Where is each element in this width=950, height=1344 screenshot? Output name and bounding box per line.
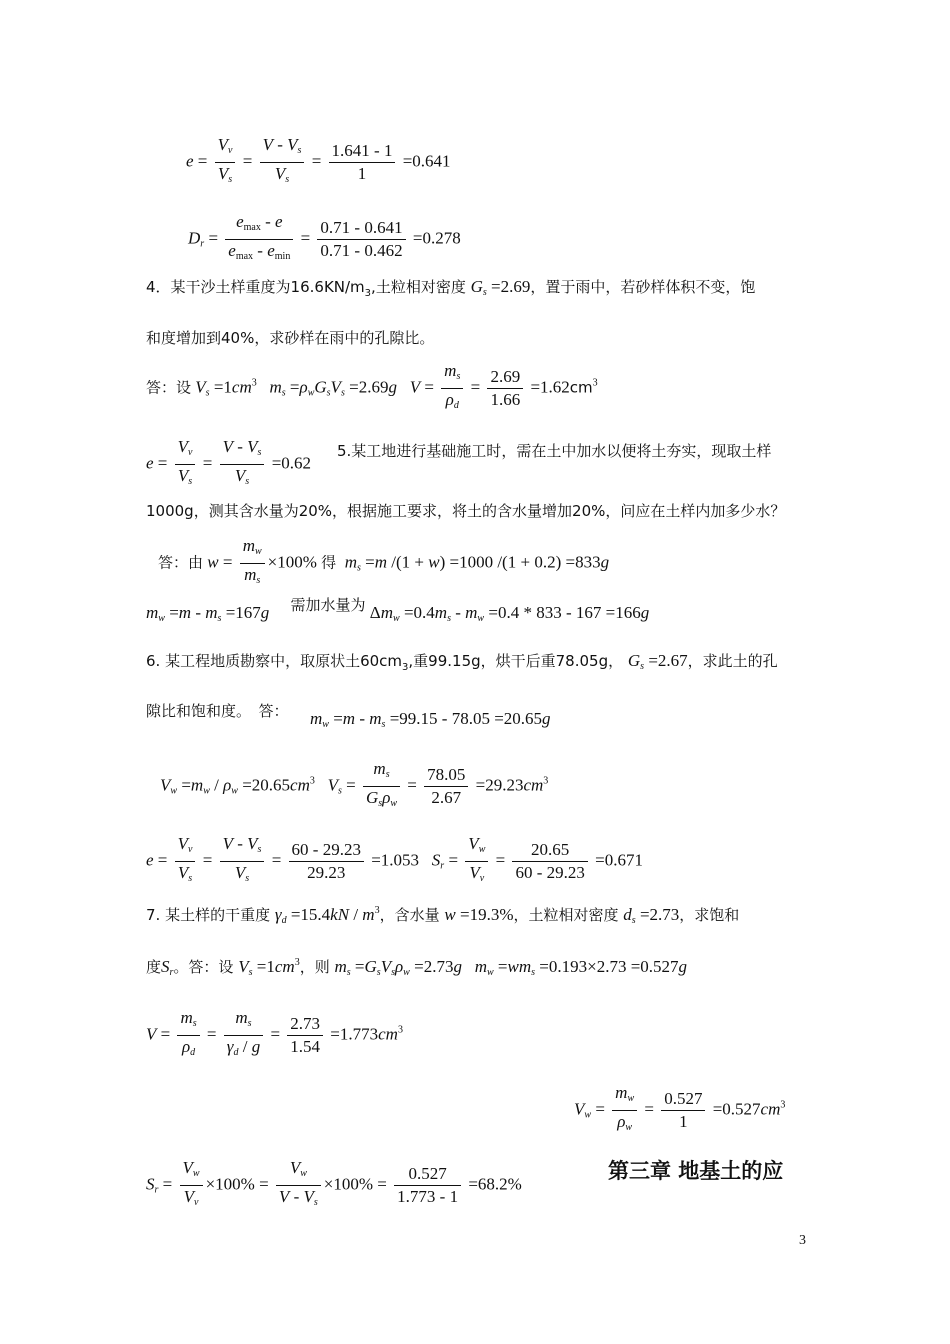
- problem-5-statement: 5.某工地进行基础施工时，需在土中加水以便将土夯实，现取土样: [337, 442, 772, 460]
- page-number: 3: [799, 1233, 806, 1248]
- problem-4-statement-line2: 和度增加到40%，求砂样在雨中的孔隙比。: [146, 329, 435, 347]
- problem-6-mw: $m_w =m - m_s =99.15 - 78.05 =20.65g$: [310, 709, 551, 730]
- problem-7-answer: 度$S_r$。答：设 $V_s =1cm^3$，则 $m_s =G_sV_s\rho_w =2.73g$ $m_w =wm_s =0.193\times 2.73 =0.527g$: [146, 957, 688, 978]
- problem-5-statement-line2: 1000g，测其含水量为20%，根据施工要求，将土的含水量增加20%，问应在土样内加多少水？: [146, 502, 786, 520]
- problem-5-water: $m_w =m - m_s =167g$ 需加水量为 $\Delta m_w =0.4m_s - m_w =0.4 * 833 - 167 =166g$: [146, 596, 650, 624]
- problem-4-result: e = $\frac{V_v}{V_s}$ = $\frac{V - V_s}{V_s}$ =0.62: [146, 437, 312, 487]
- problem-5-answer: 答：由 w = $\frac{m_w}{m_s}$ ×100% 得 $m_s =m$ /(1 + w) =1000 /(1 + 0.2) =833g: [158, 536, 610, 586]
- eq-relative-density: $D_r$ = $\frac{e_{max} - e}{e_{max} - e_{min}}$ = $\frac{0.71 - 0.641}{0.71 - 0.462}$ =0.278: [188, 212, 461, 262]
- problem-7-saturation: $S_r$ = $\frac{V_w}{V_v}$ ×100% = $\frac{V_w}{V - V_s}$ ×100% = $\frac{0.527}{1.773 - 1}$ =68.2%: [146, 1158, 522, 1208]
- problem-7-statement: 7. 某土样的干重度 $\gamma_d =15.4kN / m^3$，含水量 w =19.3%，土粒相对密度 $d_s =2.73$，求饱和: [146, 905, 740, 926]
- problem-6-results: e = $\frac{V_v}{V_s}$ = $\frac{V - V_s}{V_s}$ = $\frac{60 - 29.23}{29.23}$ =1.053 $S_r$ = $\frac{V_w}{V_v}$ = $\frac{20.65}{60 - 29.23}$ =0.671: [146, 834, 643, 884]
- problem-4-statement: 4．某干沙土样重度为$16.6KN/m_3$,土粒相对密度 $G_s =2.69$，置于雨中，若砂样体积不变，饱: [146, 277, 756, 299]
- problem-6-statement-line2: 隙比和饱和度。 答：: [146, 702, 289, 720]
- chapter-heading: 第三章 地基土的应: [608, 1159, 784, 1183]
- problem-7-volume: V = $\frac{m_s}{\rho_d}$ = $\frac{m_s}{\gamma_d / g}$ = $\frac{2.73}{1.54}$ $=1.773cm^3$: [146, 1008, 403, 1058]
- problem-6-statement: 6. 某工程地质勘察中，取原状土$60cm_3$,重99.15g，烘干后重78.05g， $G_s =2.67$，求此土的孔: [146, 651, 778, 673]
- eq-void-ratio-1: e = $\frac{V_v}{V_s}$ = $\frac{V - V_s}{V_s}$ = $\frac{1.641 - 1}{1}$ =0.641: [186, 135, 451, 185]
- problem-6-volumes: $V_w =m_w / \rho_w =20.65cm^3$ $V_s$ = $\frac{m_s}{G_s\rho_w}$ = $\frac{78.05}{2.67}$ $=29.23cm^3$: [160, 759, 549, 809]
- problem-7-vw: $V_w$ = $\frac{m_w}{\rho_w}$ = $\frac{0.527}{1}$ $=0.527cm^3$: [574, 1083, 786, 1133]
- problem-4-answer: 答：设 $V_s =1cm^3$ $m_s =\rho_wG_sV_s =2.69g$ V = $\frac{m_s}{\rho_d}$ = $\frac{2.69}{1.66}$ $=1.62cm^3$: [146, 361, 598, 411]
